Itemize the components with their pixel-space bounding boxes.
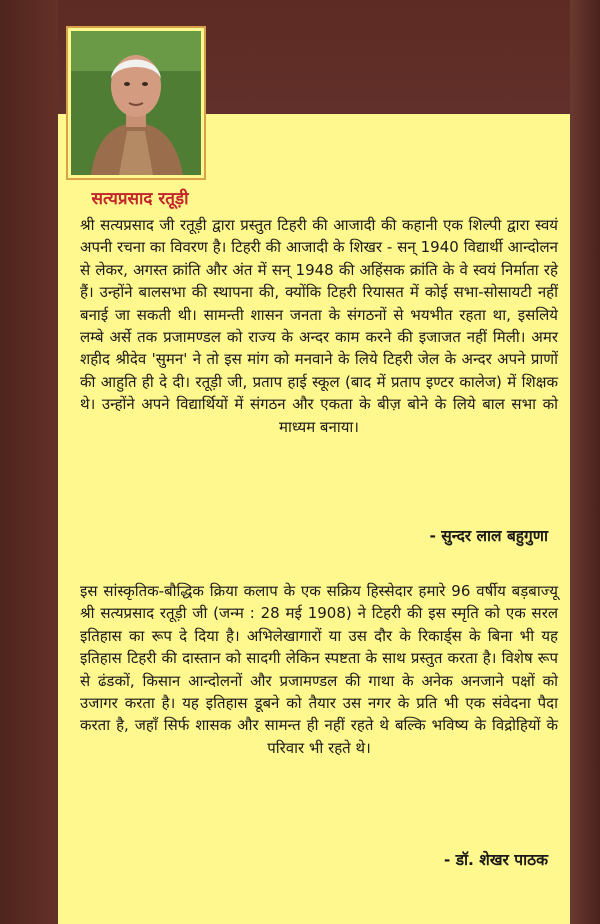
- author-caption: सत्यप्रसाद रतूड़ी: [91, 189, 189, 209]
- signature-2: - डॉ. शेखर पाठक: [443, 851, 548, 869]
- signature-1: - सुन्दर लाल बहुगुणा: [429, 527, 548, 545]
- author-photo: [71, 31, 201, 175]
- foreword-paragraph-2: इस सांस्कृतिक-बौद्धिक क्रिया कलाप के एक सक्रिय हिस्सेदार हमारे 96 वर्षीय बड़बाज्यू श्री सत्यप्रसाद रतूड़ी जी (जन्म : 28 मई 1908) ने टिहरी की इस स्मृति को एक सरल इतिहास का रूप दे दिया है। अभिलेखागारों या उस दौर के रिकार्ड्स के बिना भी यह इतिहास टिहरी की दास्तान को सादगी लेकिन स्पष्टता के साथ प्रस्तुत करता है। विशेष रूप से ढंडकों, किसान आन्दोलनों और प्रजामण्डल की गाथा के अनेक अनजाने पक्षों को उजागर करता है। यह इतिहास डूबने को तैयार उस नगर के प्रति भी एक संवेदना पैदा करता है, जहाँ सिर्फ शासक और सामन्त ही नहीं रहते थे बल्कि भविष्य के विद्रोहियों के परिवार भी रहते थे।: [80, 582, 558, 757]
- cover-right-edge: [570, 0, 600, 924]
- foreword-paragraph-1: श्री सत्यप्रसाद जी रतूड़ी द्वारा प्रस्तुत टिहरी की आजादी की कहानी एक शिल्पी द्वारा स्वयं अपनी रचना का विवरण है। टिहरी की आजादी के शिखर - सन् 1940 विद्यार्थी आन्दोलन से लेकर, अगस्त क्रांति और अंत में सन् 1948 की अहिंसक क्रांति के वे स्वयं निर्माता रहे हैं। उन्होंने बालसभा की स्थापना की, क्योंकि टिहरी रियासत में कोई सभा-सोसायटी नहीं बनाई जा सकती थी। सामन्ती शासन जनता के संगठनों से भयभीत रहता था, इसलिये लम्बे अर्से तक प्रजामण्डल को राज्य के अन्दर काम करने की इजाजत नहीं मिली। अमर शहीद श्रीदेव 'सुमन' ने तो इस मांग को मनवाने के लिये टिहरी जेल के अन्दर अपने प्राणों की आहुति ही दे दी। रतूड़ी जी, प्रताप हाई स्कूल (बाद में प्रताप इण्टर कालेज) में शिक्षक थे। उन्होंने अपने विद्यार्थियों में संगठन और एकता के बीज़ बोने के लिये बाल सभा को माध्यम बनाया।: [80, 216, 558, 436]
- author-portrait-image: [71, 31, 201, 175]
- cover-spine: [0, 0, 58, 924]
- author-photo-frame: [66, 26, 206, 180]
